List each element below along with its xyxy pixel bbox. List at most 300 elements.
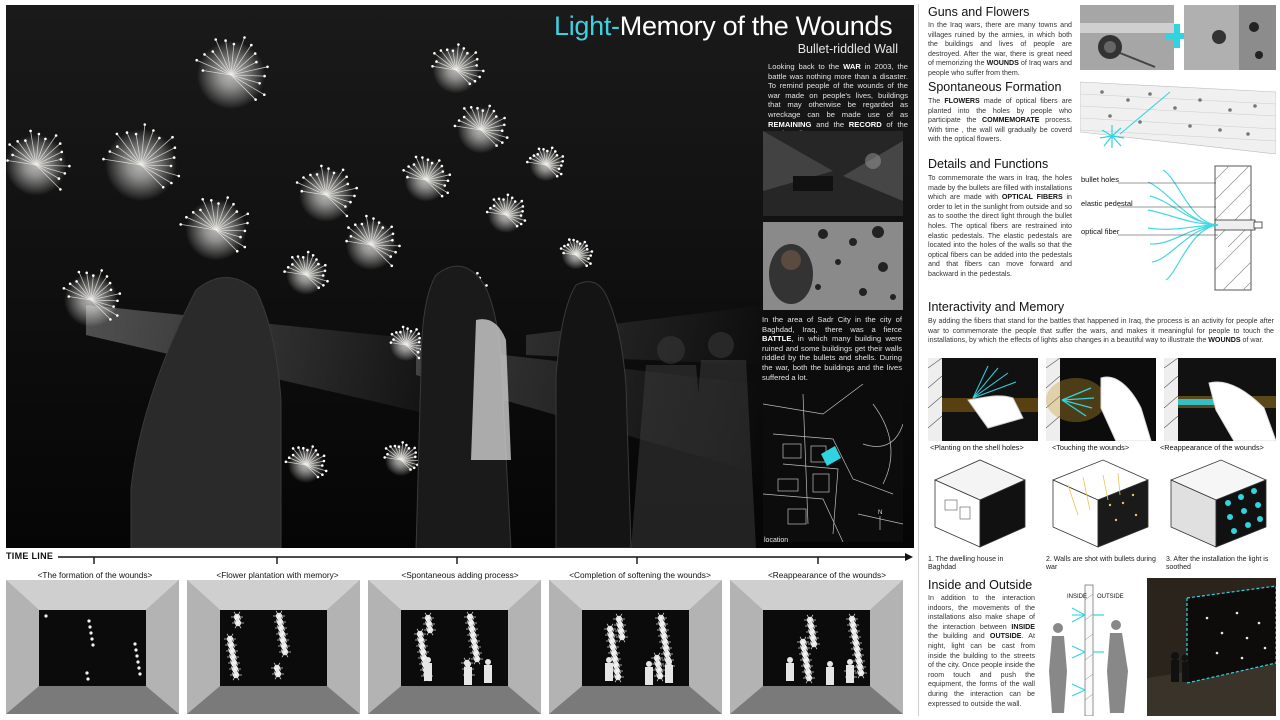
fiber-tip (413, 163, 416, 166)
fiber-tip (522, 205, 525, 208)
fiber-tip (109, 282, 112, 285)
inside-outside-text: In addition to the interaction indoors, the movements of the installations also make shape of the interaction between INSIDE the building and OUTSIDE. At night, light can be cast from inside the building to the streets of the city. Once people inside the room touch and push the equipment, the forms of the wall during the interaction can be expressed to outside the wall. (928, 594, 1035, 708)
stage-label-1: <The formation of the wounds> (37, 570, 153, 580)
fiber-tip (233, 43, 236, 46)
fiber-tip (301, 190, 304, 193)
fiber-tip (536, 153, 539, 156)
planting-illustration (928, 358, 1038, 441)
fiber-tip (526, 161, 529, 164)
fiber-tip (254, 52, 257, 55)
fiber-tip (474, 80, 477, 83)
fiber-tip (44, 138, 47, 141)
fiber-tip (538, 148, 541, 151)
fiber-tip (584, 241, 587, 244)
fiber-tip (562, 252, 565, 255)
fiber-tip (482, 109, 485, 112)
fiber-tip (394, 251, 397, 254)
caption-touching: <Touching the wounds> (1052, 443, 1130, 452)
bullet-wall-photo (763, 222, 903, 310)
fiber-tip (100, 269, 103, 272)
fiber-tip (365, 215, 368, 218)
fiber-tip (521, 200, 524, 203)
fiber-tip (415, 156, 418, 159)
fiber-tip (398, 445, 401, 448)
fiber-tip (29, 130, 32, 133)
fiber-tip (488, 105, 491, 108)
fiber-tip (482, 70, 485, 73)
fiber-tip (158, 137, 161, 140)
fiber-tip (391, 239, 394, 242)
fiber-tip (562, 155, 565, 158)
fiber-tip (392, 233, 395, 236)
fiber-tip (427, 158, 430, 161)
fiber-tip (345, 176, 348, 179)
label-bullet-holes: bullet holes (1081, 175, 1119, 184)
fiber-tip (11, 154, 14, 157)
fiber-tip (285, 461, 288, 464)
timeline-axis (0, 551, 918, 567)
fiber-tip (587, 257, 590, 260)
fiber-tip (507, 194, 510, 197)
fiber-tip (529, 157, 532, 160)
fiber-tip (59, 188, 62, 191)
fiber-tip (501, 129, 504, 132)
fiber-tip (317, 263, 320, 266)
fiber-tip (292, 447, 295, 450)
fiber-tip (246, 222, 249, 225)
fiber-tip (558, 168, 561, 171)
fiber-tip (554, 150, 557, 153)
fiber-tip (321, 464, 324, 467)
fiber-tip (178, 175, 181, 178)
fiber-tip (322, 284, 325, 287)
fiber-tip (495, 144, 498, 147)
fiber-tip (92, 274, 95, 277)
fiber-tip (236, 250, 239, 253)
fiber-tip (470, 106, 473, 109)
fiber-tip (68, 165, 71, 168)
fiber-tip (109, 150, 112, 153)
fiber-tip (568, 238, 571, 241)
fiber-tip (75, 280, 78, 283)
fiber-tip (102, 158, 105, 161)
fiber-tip (520, 214, 523, 217)
fiber-tip (6, 159, 9, 162)
fiber-tip (441, 165, 444, 168)
fiber-tip (307, 251, 310, 254)
fiber-tip (389, 445, 392, 448)
fiber-tip (392, 338, 395, 341)
fiber-tip (323, 455, 326, 458)
fiber-tip (116, 300, 119, 303)
fiber-tip (457, 43, 460, 46)
fiber-tip (444, 184, 447, 187)
fiber-tip (144, 123, 147, 126)
fiber-tip (287, 266, 290, 269)
fiber-tip (563, 245, 566, 248)
fiber-tip (63, 287, 66, 290)
fiber-tip (476, 272, 479, 275)
interactivity-text: By adding the fibers that stand for the battles that happened in Iraq, the process is an activity for people after war to commemorate the people that suffer the wars, and makes it meaningful for people to touch the installations, by which the effects of lights also changes in a beautiful way to illustrate the WOUNDS of war. (928, 317, 1274, 345)
fiber-tip (110, 289, 113, 292)
fiber-tip (413, 467, 416, 470)
fiber-tip (217, 202, 220, 205)
fiber-tip (116, 314, 119, 317)
gun-flower-photo (1080, 5, 1174, 70)
fiber-tip (55, 134, 58, 137)
fiber-tip (232, 203, 235, 206)
fiber-tip (174, 146, 177, 149)
fiber-tip (296, 181, 299, 184)
fiber-tip (317, 453, 320, 456)
fiber-tip (446, 192, 449, 195)
label-optical-fiber: optical fiber (1081, 227, 1120, 236)
fiber-tip (401, 441, 404, 444)
fiber-tip (395, 331, 398, 334)
stage-image-3 (368, 580, 541, 714)
fiber-tip (297, 255, 300, 258)
fiber-tip (306, 449, 309, 452)
fiber-tip (244, 246, 247, 249)
fiber-tip (589, 262, 592, 265)
intro-paragraph: Looking back to the WAR in 2003, the battle was nothing more than a disaster. To remind people of the wounds of the war made on people's lives, buildings that may otherwise be regarded as wreckage can be made use of as REMAINING and the RECORD of the (768, 62, 908, 129)
fiber-tip (502, 198, 505, 201)
fiber-tip (406, 327, 409, 330)
fiber-tip (463, 107, 466, 110)
fiber-tip (417, 351, 420, 354)
fiber-tip (585, 244, 588, 247)
fiber-tip (263, 93, 266, 96)
fiber-tip (361, 223, 364, 226)
fiber-tip (288, 456, 291, 459)
fiber-tip (560, 164, 563, 167)
fiber-tip (441, 195, 444, 198)
shot-wall-diagram (1048, 455, 1153, 550)
fiber-tip (250, 44, 253, 47)
fiber-tip (152, 129, 155, 132)
fiber-tip (297, 446, 300, 449)
fiber-tip (8, 143, 11, 146)
fiber-tip (385, 447, 388, 450)
fiber-tip (414, 456, 417, 459)
fiber-tip (485, 284, 488, 287)
fiber-tip (214, 38, 217, 41)
fiber-tip (503, 117, 506, 120)
fiber-tip (394, 445, 397, 448)
night-street-photo (1147, 578, 1276, 716)
north-arrow-label: N (878, 510, 883, 516)
fiber-tip (506, 136, 509, 139)
fiber-tip (302, 256, 305, 259)
fiber-tip (342, 169, 345, 172)
fiber-tip (266, 66, 269, 69)
fiber-tip (321, 473, 324, 476)
details-text: To commemorate the wars in Iraq, the holes made by the bullets are filled with installations which are made with OPTICAL FIBERS in order to let in the sunlight from outside and so as to soothe the direct light through the bullet holes. The optical fibers are restrained into elastic pedestals. The elastic pedestals are located into the holes of the walls so that the optical fibers can be added into the pedestals and that fibers can move forward and backward in the pedestals. (928, 174, 1072, 278)
step-3-caption: 3. After the installation the light is soothed (1166, 556, 1269, 572)
fiber-tip (378, 221, 381, 224)
fiber-tip (327, 167, 330, 170)
fiber-tip (433, 52, 436, 55)
fiber-tip (116, 145, 119, 148)
guns-flowers-title: Guns and Flowers (928, 5, 1030, 19)
fiber-tip (418, 341, 421, 344)
fiber-tip (386, 453, 389, 456)
fiber-tip (493, 205, 496, 208)
fiber-tip (435, 60, 438, 63)
fiber-tip (551, 147, 554, 150)
fiber-tip (58, 177, 61, 180)
fiber-tip (283, 270, 286, 273)
fiber-tip (199, 209, 202, 212)
stage-label-2: <Flower plantation with memory> (216, 570, 339, 580)
fiber-tip (402, 326, 405, 329)
column-divider (918, 4, 919, 716)
fiber-tip (478, 76, 481, 79)
fiber-tip (415, 328, 418, 331)
fiber-tip (135, 133, 138, 136)
fiber-tip (475, 64, 478, 67)
fiber-tip (192, 211, 195, 214)
fiber-tip (409, 468, 412, 471)
fiber-tip (68, 295, 71, 298)
fiber-tip (398, 245, 401, 248)
fiber-tip (311, 445, 314, 448)
caption-reappearance: <Reappearance of the wounds> (1160, 443, 1264, 452)
fiber-tip (126, 131, 129, 134)
fiber-tip (236, 210, 239, 213)
fiber-tip (244, 230, 247, 233)
fiber-tip (315, 449, 318, 452)
fiber-tip (524, 219, 527, 222)
fiber-tip (475, 51, 478, 54)
fiber-tip (476, 58, 479, 61)
fiber-tip (560, 173, 563, 176)
fiber-tip (391, 333, 394, 336)
fiber-tip (561, 160, 564, 163)
fiber-tip (354, 223, 357, 226)
fiber-tip (556, 175, 559, 178)
label-inside: INSIDE (1067, 594, 1088, 600)
fiber-tip (16, 140, 19, 143)
fiber-tip (309, 174, 312, 177)
fiber-tip (291, 263, 294, 266)
fiber-tip (383, 456, 386, 459)
fiber-tip (179, 223, 182, 226)
soothed-light-diagram (1166, 455, 1272, 550)
guns-flowers-text: In the Iraq wars, there are many towns and villages ruined by the armies, in which both the buildings and lives of people are destroyed. After the war, there is great need of memorizing the WOUNDS of Iraq wars and people who suffer from them. (928, 21, 1072, 77)
fiber-tip (61, 151, 64, 154)
fiber-tip (501, 141, 504, 144)
fiber-tip (447, 179, 450, 182)
fiber-tip (414, 451, 417, 454)
step-1-caption: 1. The dwelling house in Baghdad (928, 556, 1004, 572)
fiber-tip (64, 172, 67, 175)
fiber-tip (442, 170, 445, 173)
fiber-tip (263, 75, 266, 78)
fiber-tip (463, 116, 466, 119)
map-label: location (764, 537, 789, 544)
fiber-tip (463, 47, 466, 50)
fiber-tip (38, 133, 41, 136)
bullet-hole-photo (1184, 5, 1276, 70)
title-main: Memory of the Wounds (619, 11, 893, 41)
fiber-tip (171, 136, 174, 139)
fiber-tip (449, 173, 452, 176)
caption-planting: <Planting on the shell holes> (930, 443, 1024, 452)
fiber-tip (292, 454, 295, 457)
fiber-tip (170, 165, 173, 168)
fiber-tip (59, 142, 62, 145)
fiber-tip (353, 195, 356, 198)
fiber-tip (349, 201, 352, 204)
fiber-tip (69, 283, 72, 286)
title-accent: Light- (554, 11, 620, 41)
fiber-tip (312, 254, 315, 257)
fiber-tip (390, 341, 393, 344)
fiber-tip (458, 119, 461, 122)
fiber-tip (325, 470, 328, 473)
fiber-tip (567, 243, 570, 246)
fiber-tip (247, 213, 250, 216)
fiber-tip (452, 49, 455, 52)
fiber-tip (224, 39, 227, 42)
fiber-tip (454, 125, 457, 128)
fiber-tip (406, 176, 409, 179)
fiber-tip (291, 256, 294, 259)
fiber-tip (556, 154, 559, 157)
fiber-tip (195, 59, 198, 62)
sadr-city-paragraph: In the area of Sadr City in the city of Baghdad, Iraq, there was a fierce BATTLE, in which many building were ruined and some buildings get their walls riddled by the bullets and shells. During the war, both the buildings and the lives suffered a lot. (762, 315, 902, 382)
fiber-tip (326, 280, 329, 283)
fiber-tip (469, 83, 472, 86)
fiber-tip (239, 236, 242, 239)
fiber-tip (489, 207, 492, 210)
fiber-tip (316, 173, 319, 176)
label-elastic-pedestal: elastic pedestal (1081, 199, 1133, 208)
battle-photo (763, 131, 903, 216)
fiber-tip (185, 216, 188, 219)
fiber-tip (446, 48, 449, 51)
fiber-tip (109, 318, 112, 321)
spontaneous-title: Spontaneous Formation (928, 80, 1062, 94)
fiber-tip (495, 115, 498, 118)
fiber-tip (560, 247, 563, 250)
fiber-tip (162, 186, 165, 189)
fiber-tip (413, 447, 416, 450)
fiber-tip (323, 460, 326, 463)
location-map (763, 384, 903, 542)
fiber-tip (533, 154, 536, 157)
fiber-tip (324, 270, 327, 273)
label-outside: OUTSIDE (1097, 594, 1124, 600)
fiber-tip (210, 199, 213, 202)
fiber-tip (576, 240, 579, 243)
fiber-tip (203, 53, 206, 56)
fiber-tip (486, 211, 489, 214)
fiber-tip (255, 61, 258, 64)
fiber-tip (116, 133, 119, 136)
inside-outside-diagram (1040, 580, 1140, 716)
fiber-tip (347, 183, 350, 186)
fiber-tip (302, 447, 305, 450)
fiber-tip (402, 169, 405, 172)
fiber-tip (346, 215, 349, 218)
fiber-tip (431, 65, 434, 68)
fiber-tip (202, 69, 205, 72)
fiber-tip (546, 150, 549, 153)
fiber-tip (511, 197, 514, 200)
fiber-tip (520, 223, 523, 226)
fiber-tip (78, 271, 81, 274)
reappearance-illustration (1164, 358, 1276, 441)
fiber-tip (405, 444, 408, 447)
fiber-tip (503, 124, 506, 127)
fiber-tip (24, 139, 27, 142)
page-title (554, 11, 892, 42)
fiber-tip (302, 176, 305, 179)
fiber-tip (591, 250, 594, 253)
fiber-tip (431, 162, 434, 165)
fiber-tip (418, 332, 421, 335)
fiber-tip (476, 107, 479, 110)
fiber-tip (418, 357, 421, 360)
stage-image-1 (6, 580, 179, 714)
fiber-tip (170, 182, 173, 185)
fiber-tip (440, 49, 443, 52)
fiber-tip (315, 258, 318, 261)
stage-image-5 (730, 580, 903, 714)
fiber-tip (399, 331, 402, 334)
fiber-tip (333, 172, 336, 175)
fiber-tip (589, 254, 592, 257)
fiber-tip (119, 292, 122, 295)
fiber-tip (521, 210, 524, 213)
fiber-tip (493, 110, 496, 113)
fiber-tip (382, 226, 385, 229)
fiber-tip (355, 187, 358, 190)
fiber-tip (317, 286, 320, 289)
fiber-tip (493, 198, 496, 201)
fiber-tip (344, 205, 347, 208)
fiber-tip (345, 240, 348, 243)
fiber-tip (212, 50, 215, 53)
fiber-tip (350, 235, 353, 238)
fiber-tip (498, 198, 501, 201)
stage-label-3: <Spontaneous adding process> (401, 570, 519, 580)
fiber-tip (407, 165, 410, 168)
fiber-tip (586, 248, 589, 251)
stage-image-4 (549, 580, 722, 714)
step-2-caption: 2. Walls are shot with bullets during war (1046, 556, 1156, 572)
fiber-tip (410, 330, 413, 333)
spontaneous-text: The FLOWERS made of optical fibers are planted into the holes by people who participate the COMMEMORATE process. With time , the wall will gradually be coverd with the optical flowers. (928, 97, 1072, 144)
fiber-tip (514, 200, 517, 203)
fiber-tip (324, 264, 327, 267)
fiber-tip (320, 165, 323, 168)
wall-plant-diagram (1080, 72, 1276, 154)
timeline-label: TIME LINE (6, 551, 54, 561)
details-title: Details and Functions (928, 157, 1049, 171)
fiber-tip (85, 272, 88, 275)
fiber-tip (572, 239, 575, 242)
stage-label-4: <Completion of softening the wounds> (569, 570, 711, 580)
fiber-tip (226, 196, 229, 199)
dwelling-house-diagram (930, 455, 1030, 550)
fiber-tip (542, 148, 545, 151)
page-subtitle: Bullet-riddled Wall (797, 42, 898, 56)
fiber-tip (418, 337, 421, 340)
fiber-tip (173, 156, 176, 159)
